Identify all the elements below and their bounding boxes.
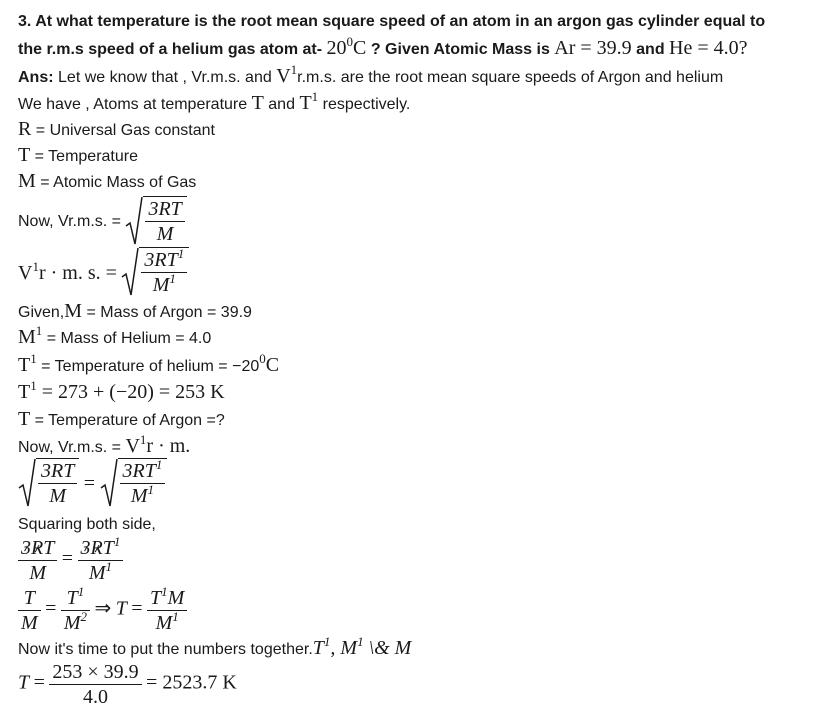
question-line-1: 3. At what temperature is the root mean square speed of an atom in an argon gas cylinder equal to: [18, 13, 766, 30]
sqrt-sign-icon: [121, 247, 139, 299]
equals-sign-3: =: [45, 597, 57, 620]
given-label: Given,: [18, 304, 65, 321]
final-frac: [49, 660, 141, 709]
final-denominator: 4.0: [82, 686, 108, 708]
numbers-math: $T^1$, $M^1$ \& M: [312, 634, 412, 659]
answer-rms-tail: r.m.s. are the root mean square speeds of Argon and helium: [297, 69, 724, 86]
and-text: and: [268, 96, 295, 113]
final-numerator: 253 × 39.9: [49, 660, 141, 685]
squaring-line: Squaring both side,: [18, 516, 156, 533]
temp-he-line: [18, 351, 280, 377]
sqrt-2: [121, 247, 189, 299]
v1rm-symbol: $V^1r \cdot m$.: [125, 432, 191, 457]
mass-helium: = Mass of Helium = 4.0: [46, 330, 212, 347]
ans-label: Ans:: [18, 69, 54, 86]
t1-symbol-2: $T^1$: [18, 351, 37, 376]
question-text-a: the r.m.s speed of a helium gas atom at-: [18, 41, 323, 58]
sqrt-equality: [18, 458, 167, 510]
question-line-2: [18, 34, 748, 60]
sqrt-sign-icon: [125, 196, 143, 248]
and-word: and: [636, 41, 665, 58]
temp-ar-line: [18, 409, 225, 431]
answer-intro-a: Let we know that , Vr.m.s. and: [58, 69, 272, 86]
def-m-symbol: M: [18, 170, 36, 192]
def-t-text: = Temperature: [34, 148, 138, 165]
vrms-formula: [18, 196, 187, 248]
def-r: [18, 119, 215, 141]
frac2-num: $3RT^1$: [141, 248, 187, 273]
final-result: = 2523.7 K: [146, 671, 237, 694]
equals-sign-2: =: [61, 547, 74, 570]
ratio-frac-1: $\frac{T}{M}$: [18, 586, 41, 635]
def-t-symbol: T: [18, 144, 31, 166]
numbers-line: [18, 634, 412, 660]
frac4-num: $3RT^1$: [120, 459, 166, 484]
cancel-frac-1: $\frac{3RT}{M}$: [18, 536, 57, 585]
sqrt-3: [18, 458, 79, 510]
temp-calc: = 273 + (−20) = 253 K: [41, 381, 225, 403]
frac3-den: M: [49, 485, 66, 507]
sqrt-4: [100, 458, 168, 510]
now-eq-line: [18, 432, 191, 458]
now-eq-label: Now, Vr.m.s. =: [18, 439, 121, 456]
v1-lhs: $V^1r \cdot m$. s. =: [18, 258, 117, 284]
temp-calc-line: [18, 378, 225, 403]
vrms-label: Now, Vr.m.s. =: [18, 213, 121, 230]
def-m: [18, 171, 196, 193]
given-line: [18, 301, 252, 323]
helium-mass: He = 4.0?: [669, 37, 748, 59]
ratio-frac-3: $\frac{T^1M}{M^1}$: [147, 586, 187, 635]
equals-sign-4: =: [131, 597, 143, 620]
mass-he-line: [18, 323, 212, 349]
sqrt-1: [125, 196, 186, 248]
t-symbol: T: [251, 92, 264, 114]
t-result-symbol: T: [115, 597, 127, 620]
cancel-equality: [18, 536, 123, 585]
frac3-num: 3RT: [38, 459, 77, 484]
sqrt-sign-icon: [18, 458, 36, 510]
answer-line-2: [18, 89, 411, 115]
final-t-symbol: T: [18, 671, 30, 694]
frac1-num: 3RT: [145, 197, 184, 222]
temp-helium: = Temperature of helium = $-20^0C$: [41, 351, 280, 376]
question-text-b: ? Given Atomic Mass is: [370, 41, 550, 58]
mass-argon: = Mass of Argon = 39.9: [86, 304, 252, 321]
v1-symbol: $V^1$: [276, 62, 298, 87]
equals-sign-5: =: [33, 671, 45, 694]
frac2-den: $M^1$: [152, 271, 176, 296]
sqrt-sign-icon: [100, 458, 118, 510]
answer-intro-b: We have , Atoms at temperature: [18, 96, 248, 113]
t1-symbol-3: $T^1$: [18, 378, 37, 403]
t1-symbol: $T^1$: [299, 89, 319, 114]
numbers-text: Now it's time to put the numbers together.: [18, 641, 313, 658]
frac4-den: $M^1$: [130, 482, 155, 507]
equals-sign: =: [83, 472, 96, 495]
ratio-frac-2: $\frac{T^1}{M^2}$: [61, 586, 90, 635]
def-t: [18, 145, 138, 167]
final-calc: [18, 660, 237, 709]
given-m-symbol: M: [64, 300, 83, 322]
temperature-value: $20^0C$: [326, 34, 367, 59]
respectively-text: respectively.: [322, 96, 411, 113]
temp-argon: = Temperature of Argon =?: [34, 412, 225, 429]
frac1-den: M: [156, 223, 174, 245]
ratio-equality: [18, 586, 187, 635]
v1-formula: [18, 247, 189, 299]
answer-line-1: [18, 62, 724, 88]
def-r-text: = Universal Gas constant: [35, 122, 215, 139]
def-r-symbol: R: [18, 118, 32, 140]
def-m-text: = Atomic Mass of Gas: [40, 174, 197, 191]
implies-arrow: ⇒: [94, 597, 112, 620]
argon-mass: Ar = 39.9: [554, 37, 632, 59]
t-symbol-2: T: [18, 408, 31, 430]
m1-symbol: $M^1$: [18, 323, 43, 348]
cancel-frac-2: $\frac{3RT^1}{M^1}$: [78, 536, 124, 585]
